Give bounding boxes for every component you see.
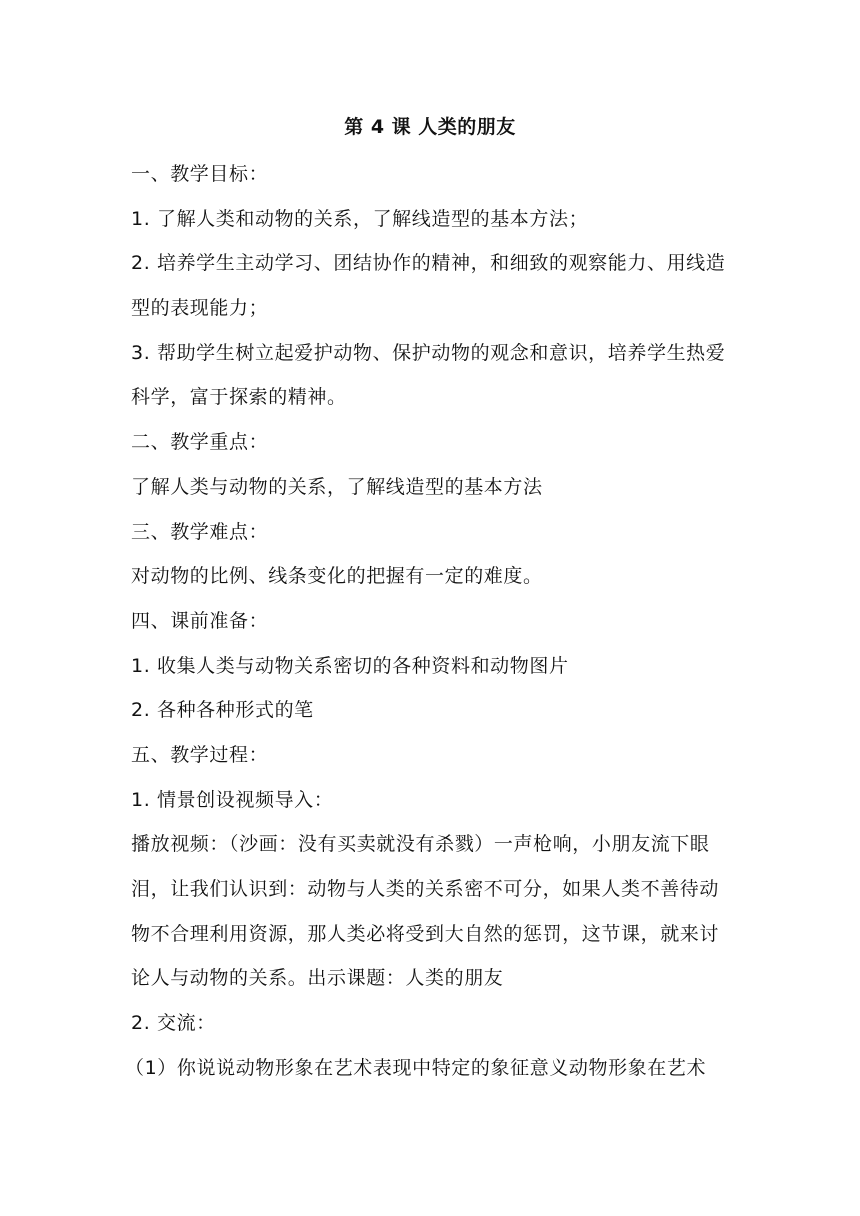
objective-item-3-continued: 科学，富于探索的精神。 xyxy=(131,386,347,409)
document-title: 第 4 课 人类的朋友 xyxy=(344,116,516,138)
process-paragraph-line-3: 物不合理利用资源，那人类必将受到大自然的惩罚，这节课，就来讨 xyxy=(131,922,720,945)
objective-item-1: 1. 了解人类和动物的关系，了解线造型的基本方法； xyxy=(131,207,589,230)
section-heading-key-points: 二、教学重点： xyxy=(131,431,269,454)
difficulties-text: 对动物的比例、线条变化的把握有一定的难度。 xyxy=(131,565,543,588)
section-heading-process: 五、教学过程： xyxy=(131,743,269,766)
process-paragraph-line-1: 播放视频：（沙画：没有买卖就没有杀戮）一声枪响，小朋友流下眼 xyxy=(131,833,710,856)
process-paragraph-line-4: 论人与动物的关系。出示课题：人类的朋友 xyxy=(131,967,504,990)
objective-item-2-continued: 型的表现能力； xyxy=(131,297,269,320)
section-heading-preparation: 四、课前准备： xyxy=(131,609,269,632)
process-step-2-question-1: （1）你说说动物形象在艺术表现中特定的象征意义动物形象在艺术 xyxy=(125,1056,707,1079)
process-paragraph-line-2: 泪，让我们认识到：动物与人类的关系密不可分，如果人类不善待动 xyxy=(131,878,720,900)
objective-item-2: 2. 培养学生主动学习、团结协作的精神，和细致的观察能力、用线造 xyxy=(131,252,726,275)
process-step-1-heading: 1. 情景创设视频导入： xyxy=(131,788,334,811)
preparation-item-2: 2. 各种各种形式的笔 xyxy=(131,699,314,722)
section-heading-objectives: 一、教学目标： xyxy=(131,163,269,185)
document-body xyxy=(125,158,739,1096)
key-points-text: 了解人类与动物的关系，了解线造型的基本方法 xyxy=(131,475,543,498)
process-step-2-heading: 2. 交流： xyxy=(131,1012,216,1035)
objective-item-3: 3. 帮助学生树立起爱护动物、保护动物的观念和意识，培养学生热爱 xyxy=(131,341,726,364)
preparation-item-1: 1. 收集人类与动物关系密切的各种资料和动物图片 xyxy=(131,654,569,677)
section-heading-difficulties: 三、教学难点： xyxy=(131,520,269,543)
